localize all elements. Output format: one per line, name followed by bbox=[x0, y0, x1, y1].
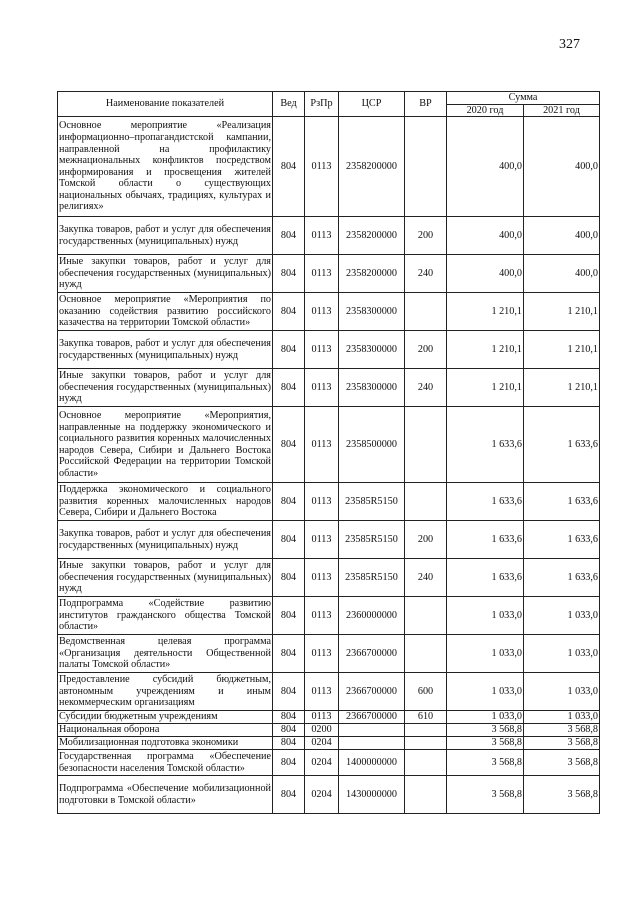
table-row bbox=[58, 407, 600, 483]
row-vr: 610 bbox=[405, 711, 447, 724]
header-sum: Сумма bbox=[447, 92, 600, 105]
row-sum-2020: 3 568,8 bbox=[447, 776, 524, 814]
row-sum-2020: 1 633,6 bbox=[447, 521, 524, 559]
row-rzpr: 0200 bbox=[305, 724, 339, 737]
row-csr: 23585R5150 bbox=[339, 483, 405, 521]
header-vr: ВР bbox=[405, 92, 447, 117]
row-vr: 240 bbox=[405, 369, 447, 407]
row-rzpr: 0113 bbox=[305, 255, 339, 293]
table-row bbox=[58, 369, 600, 407]
row-csr bbox=[339, 724, 405, 737]
header-name: Наименование показателей bbox=[58, 92, 273, 117]
table-row bbox=[58, 559, 600, 597]
row-csr: 2358200000 bbox=[339, 255, 405, 293]
table-row bbox=[58, 217, 600, 255]
row-rzpr: 0113 bbox=[305, 483, 339, 521]
row-name: Иные закупки товаров, работ и услуг для обеспечения государственных (муниципальных) нужд bbox=[58, 255, 273, 293]
row-rzpr: 0113 bbox=[305, 117, 339, 217]
row-csr: 1400000000 bbox=[339, 750, 405, 776]
header-2021: 2021 год bbox=[524, 104, 600, 117]
row-sum-2020: 1 033,0 bbox=[447, 597, 524, 635]
row-csr: 2358300000 bbox=[339, 331, 405, 369]
row-vr bbox=[405, 776, 447, 814]
table-row bbox=[58, 255, 600, 293]
table-row bbox=[58, 776, 600, 814]
table-row bbox=[58, 724, 600, 737]
row-vr bbox=[405, 635, 447, 673]
row-sum-2020: 400,0 bbox=[447, 217, 524, 255]
row-csr: 2358200000 bbox=[339, 217, 405, 255]
row-csr bbox=[339, 737, 405, 750]
row-sum-2020: 1 210,1 bbox=[447, 331, 524, 369]
row-rzpr: 0113 bbox=[305, 521, 339, 559]
row-sum-2020: 1 033,0 bbox=[447, 673, 524, 711]
row-ved: 804 bbox=[273, 117, 305, 217]
row-name: Закупка товаров, работ и услуг для обеспечения государственных (муниципальных) нужд bbox=[58, 521, 273, 559]
row-sum-2021: 400,0 bbox=[524, 255, 600, 293]
row-sum-2020: 1 210,1 bbox=[447, 293, 524, 331]
row-sum-2020: 1 033,0 bbox=[447, 711, 524, 724]
row-csr: 2366700000 bbox=[339, 635, 405, 673]
row-sum-2021: 1 633,6 bbox=[524, 559, 600, 597]
row-sum-2020: 400,0 bbox=[447, 255, 524, 293]
row-name: Основное мероприятие «Мероприятия по оказанию содействия развитию российского казачества на территории Томской области» bbox=[58, 293, 273, 331]
row-sum-2020: 3 568,8 bbox=[447, 737, 524, 750]
table-row bbox=[58, 737, 600, 750]
table-row bbox=[58, 483, 600, 521]
row-csr: 2358500000 bbox=[339, 407, 405, 483]
row-sum-2021: 1 633,6 bbox=[524, 483, 600, 521]
row-name: Подпрограмма «Содействие развитию институтов гражданского общества Томской области» bbox=[58, 597, 273, 635]
row-name: Иные закупки товаров, работ и услуг для обеспечения государственных (муниципальных) нужд bbox=[58, 559, 273, 597]
row-ved: 804 bbox=[273, 711, 305, 724]
row-sum-2021: 3 568,8 bbox=[524, 737, 600, 750]
table-row bbox=[58, 521, 600, 559]
row-sum-2021: 400,0 bbox=[524, 117, 600, 217]
row-rzpr: 0113 bbox=[305, 369, 339, 407]
row-ved: 804 bbox=[273, 369, 305, 407]
page-number: 327 bbox=[559, 37, 580, 52]
row-vr bbox=[405, 407, 447, 483]
row-name: Закупка товаров, работ и услуг для обеспечения государственных (муниципальных) нужд bbox=[58, 217, 273, 255]
row-sum-2021: 400,0 bbox=[524, 217, 600, 255]
budget-table bbox=[57, 91, 600, 814]
row-vr bbox=[405, 293, 447, 331]
row-name: Государственная программа «Обеспечение безопасности населения Томской области» bbox=[59, 751, 271, 774]
header-csr: ЦСР bbox=[339, 92, 405, 117]
row-name: Мобилизационная подготовка экономики bbox=[58, 737, 273, 750]
row-sum-2020: 400,0 bbox=[447, 117, 524, 217]
row-ved: 804 bbox=[273, 331, 305, 369]
row-sum-2021: 1 210,1 bbox=[524, 369, 600, 407]
row-sum-2021: 3 568,8 bbox=[524, 724, 600, 737]
table-body bbox=[58, 117, 600, 814]
header-2020: 2020 год bbox=[447, 104, 524, 117]
row-vr: 240 bbox=[405, 559, 447, 597]
row-sum-2020: 1 633,6 bbox=[447, 407, 524, 483]
row-csr: 2358200000 bbox=[339, 117, 405, 217]
row-vr: 200 bbox=[405, 521, 447, 559]
row-sum-2021: 1 033,0 bbox=[524, 673, 600, 711]
row-ved: 804 bbox=[273, 559, 305, 597]
row-ved: 804 bbox=[273, 750, 305, 776]
row-name: Подпрограмма «Обеспечение мобилизационной подготовки в Томской области» bbox=[58, 776, 273, 814]
row-rzpr: 0204 bbox=[305, 737, 339, 750]
row-sum-2021: 3 568,8 bbox=[524, 776, 600, 814]
row-rzpr: 0113 bbox=[305, 711, 339, 724]
row-ved: 804 bbox=[273, 737, 305, 750]
table-row bbox=[58, 673, 600, 711]
row-ved: 804 bbox=[273, 776, 305, 814]
table-row bbox=[58, 750, 600, 776]
row-rzpr: 0113 bbox=[305, 217, 339, 255]
row-ved: 804 bbox=[273, 407, 305, 483]
row-vr bbox=[405, 597, 447, 635]
row-sum-2021: 1 033,0 bbox=[524, 635, 600, 673]
row-name: Иные закупки товаров, работ и услуг для обеспечения государственных (муниципальных) нужд bbox=[58, 369, 273, 407]
row-csr: 2360000000 bbox=[339, 597, 405, 635]
row-sum-2021: 1 633,6 bbox=[524, 521, 600, 559]
row-name: Субсидии бюджетным учреждениям bbox=[58, 711, 273, 724]
row-csr: 2366700000 bbox=[339, 673, 405, 711]
row-sum-2021: 3 568,8 bbox=[524, 750, 600, 776]
row-csr: 23585R5150 bbox=[339, 559, 405, 597]
row-csr: 2358300000 bbox=[339, 369, 405, 407]
row-vr bbox=[405, 737, 447, 750]
row-vr: 200 bbox=[405, 331, 447, 369]
header-rzpr: РзПр bbox=[305, 92, 339, 117]
row-ved: 804 bbox=[273, 673, 305, 711]
row-ved: 804 bbox=[273, 255, 305, 293]
row-ved: 804 bbox=[273, 521, 305, 559]
row-name: Основное мероприятие «Мероприятия, направленные на поддержку экономического и социального развития коренных малочисленных народов Севера, Сибири и Дальнего Востока Российской Федерации на территории Томской области» bbox=[58, 407, 273, 483]
table-row bbox=[58, 635, 600, 673]
row-rzpr: 0113 bbox=[305, 635, 339, 673]
row-vr: 200 bbox=[405, 217, 447, 255]
row-rzpr: 0113 bbox=[305, 673, 339, 711]
row-ved: 804 bbox=[273, 724, 305, 737]
row-name: Ведомственная целевая программа «Организация деятельности Общественной палаты Томской области» bbox=[58, 635, 273, 673]
row-vr bbox=[405, 483, 447, 521]
row-csr: 23585R5150 bbox=[339, 521, 405, 559]
row-rzpr: 0204 bbox=[305, 776, 339, 814]
row-sum-2020: 1 633,6 bbox=[447, 483, 524, 521]
row-ved: 804 bbox=[273, 483, 305, 521]
row-rzpr: 0113 bbox=[305, 331, 339, 369]
row-vr: 600 bbox=[405, 673, 447, 711]
row-ved: 804 bbox=[273, 635, 305, 673]
row-rzpr: 0113 bbox=[305, 597, 339, 635]
row-ved: 804 bbox=[273, 217, 305, 255]
row-sum-2020: 3 568,8 bbox=[447, 724, 524, 737]
header-ved: Вед bbox=[273, 92, 305, 117]
table-row bbox=[58, 293, 600, 331]
table-row bbox=[58, 597, 600, 635]
row-name: Закупка товаров, работ и услуг для обеспечения государственных (муниципальных) нужд bbox=[58, 331, 273, 369]
row-csr: 2366700000 bbox=[339, 711, 405, 724]
row-sum-2020: 1 033,0 bbox=[447, 635, 524, 673]
row-ved: 804 bbox=[273, 293, 305, 331]
table-row bbox=[58, 117, 600, 217]
row-sum-2021: 1 210,1 bbox=[524, 293, 600, 331]
row-sum-2021: 1 033,0 bbox=[524, 711, 600, 724]
row-sum-2020: 1 210,1 bbox=[447, 369, 524, 407]
row-sum-2020: 1 633,6 bbox=[447, 559, 524, 597]
row-rzpr: 0113 bbox=[305, 293, 339, 331]
table-row bbox=[58, 331, 600, 369]
row-vr bbox=[405, 117, 447, 217]
row-name: Национальная оборона bbox=[58, 724, 273, 737]
row-name: Основное мероприятие «Реализация информационно–пропагандистской кампании, направленной на профилактику межнациональных конфликтов посредством информирования и просвещения жителей Томской области о существующих национальных обычаях, традициях, культурах и религиях» bbox=[58, 117, 273, 217]
row-sum-2021: 1 210,1 bbox=[524, 331, 600, 369]
row-csr: 2358300000 bbox=[339, 293, 405, 331]
row-csr: 1430000000 bbox=[339, 776, 405, 814]
row-rzpr: 0113 bbox=[305, 559, 339, 597]
row-ved: 804 bbox=[273, 597, 305, 635]
row-sum-2020: 3 568,8 bbox=[447, 750, 524, 776]
row-rzpr: 0113 bbox=[305, 407, 339, 483]
row-vr bbox=[405, 724, 447, 737]
row-vr bbox=[405, 750, 447, 776]
row-sum-2021: 1 633,6 bbox=[524, 407, 600, 483]
row-rzpr: 0204 bbox=[305, 750, 339, 776]
table-row bbox=[58, 711, 600, 724]
row-name: Предоставление субсидий бюджетным, автономным учреждениям и иным некоммерческим организациям bbox=[58, 673, 273, 711]
row-sum-2021: 1 033,0 bbox=[524, 597, 600, 635]
row-vr: 240 bbox=[405, 255, 447, 293]
row-name: Поддержка экономического и социального развития коренных малочисленных народов Севера, Сибири и Дальнего Востока bbox=[58, 483, 273, 521]
